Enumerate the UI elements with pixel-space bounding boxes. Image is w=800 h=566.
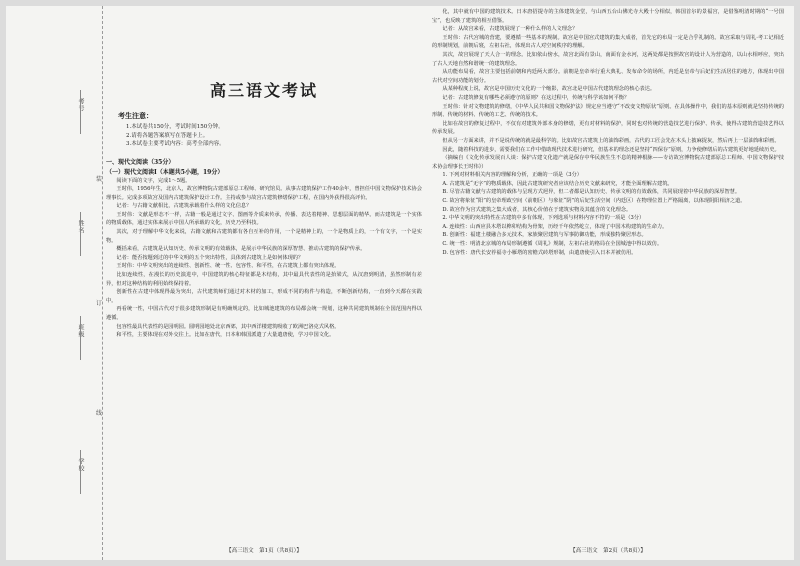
paragraph: 化，其中就有中国的建筑技术。日本唐招提寺的主体建筑金堂，与山西五台山佛光寺大殿十分相似，韩国首尔的景福宫，是借鉴明清时期的“一号国宝”，也反映了建筑的相互借鉴。 — [432, 9, 784, 24]
paragraph: 王时伟：文献是形态不一样，古籍一般是通过文字、图画等介质来传承，传播、表达着精神、思想层面的精华。而古建筑是一个实体的物质载体，通过实体来展示中国人所承载的文化，历史乃至科技。 — [106, 211, 422, 227]
paragraph: 王时伟：针对文物建筑的修缮，《中华人民共和国文物保护法》规定应当遵守“不改变文物原状”原则。在具体操作中，我们的基本原则就是坚持传统的形制、传统的材料、传统的工艺、传统的技术。 — [432, 103, 784, 119]
paragraph: 阅读下面的文字，完成1～5题。 — [116, 177, 191, 184]
exam-number-field[interactable] — [68, 90, 81, 134]
section-heading: 一、现代文阅读（35分） — [106, 158, 175, 166]
question-2-option-b: B. 创新性：福建土楼融合多元技术，家族聚居建筑与军事防御功能，形成独特聚居形态。 — [442, 232, 647, 239]
binding-mark-zhuang: 装 — [96, 176, 103, 183]
question-1-option-d: D. 故宫作为宫式建筑之集大成者，其核心价值在于建筑实物及其蕴含的文化理念。 — [442, 206, 632, 213]
paragraph: 王时伟：古代宫城的营建，要遵循一些基本的规制。故宫是中国宫式建筑的集大成者，首先它的布局一定是合乎礼制的。故宫采取与周礼·考工记相近的形制规划，前朝后寝，左祖右社，体现出古人对空间秩序的理解。 — [432, 34, 784, 50]
binding-label-name: 姓名 — [77, 220, 84, 234]
paragraph: 但从另一方面来讲，并不是说传统的就是最科学的。比如故宫古建筑上的油饰彩画，古代的工匠会先在木头上披麻捉灰，然后再上一层油饰和彩画。 — [442, 137, 780, 144]
notice-item: 3.本试卷主要考试内容：高考全部内容。 — [126, 141, 225, 147]
notice-item: 2.请将各题答案填写在答题卡上。 — [126, 132, 209, 139]
paragraph: 再看统一性，中国古代对于很多建筑形制是有明确规定的，比如城池建筑的布局都会统一规划，这种共同建筑规制在全国范围内得以遵循。 — [106, 306, 422, 321]
page-footer: 【高三语文 第1页（共8页）】 — [226, 548, 302, 554]
paragraph: 包容性最具代表性的是园明园。圆明园地处北京西郊，其中西洋楼建筑吸收了欧洲巴洛克式风格。 — [116, 323, 340, 330]
paragraph: 概括来看，古建筑是认知历史、传承文明的有效载体，是展示中华民族的深厚智慧、推动古建筑的保护传承。 — [116, 246, 366, 253]
paragraph: 王时伟，1956年生，北京人，故宫博物院古建部原总工程师、研究馆员。从事古建筑保护工作40余年，曾担任中国文物保护技术协会理事长。完成多项故宫及国内古建筑保护设计工作。主持或参与故宫古建筑修缮保护工程，在国内外获得很高评价。 — [106, 186, 422, 201]
paragraph: 其次，对于理解中华文化来说，古籍文献和古建筑都有各自互补的作用，一个是精神上的，一个是物质上的，一个有文字，一个是实物。 — [106, 229, 422, 244]
question-1-option-c: C. 故宫将象征“阳”的皇帝理政空间（前朝区）与象征“阴”的后妃生活空间（内廷区）在物理位置上严格隔离，以体现阴阳相济之道。 — [442, 198, 746, 205]
paragraph: 从功能布局看，故宫主要包括前朝和内廷两大部分。前朝是皇帝举行重大典礼、发布命令的场所，内廷是皇帝与后妃们生活居住的地方，体现出中国古代对空间功能的划分。 — [432, 69, 784, 84]
paragraph: 因此，随着科技的进步，需要我们在工作中借助现代技术进行研究，但基本的理念还是坚持“四保存”原则，力争使修缮后的古建筑更好地延续历史。 — [442, 146, 780, 153]
page-footer: 【高三语文 第2页（共8页）】 — [570, 548, 646, 554]
paragraph: 记者：古建筑修复有哪些必须遵守的原则？在这过程中，传统与科学该如何平衡？ — [442, 94, 630, 101]
binding-label-school: 学校 — [77, 458, 84, 472]
paragraph: 记者：与古籍文献相比，古建筑承载着什么样的文化信息？ — [116, 203, 252, 210]
paragraph: 比如在故宫的修复过程中，不仅有对建筑外部本身的修缮，更有对材料的保护，同时也对传统的营造技艺进行保护、传承，使得古建筑营造技艺得以传承发展。 — [432, 120, 784, 136]
binding-margin — [6, 6, 103, 560]
paragraph: 从某种程度上说，故宫是中国历史文化的一个缩影，故宫北是中国古代建筑理念的核心表达。 — [442, 86, 656, 93]
question-1-option-a: A. 古建筑是“无字”的物质载体，因此古建筑研究者应该结合历史文献来研究，才能全面理解古建筑。 — [442, 180, 673, 187]
binding-label-exam-number: 考号 — [77, 98, 84, 112]
question-2-stem: 2. 中华文明的突出特性在古建筑中多有体现，下列选项与材料内容不符的一项是（3分） — [442, 215, 645, 222]
paragraph: 其次，故宫展现了天人合一的理念。比如依山傍水，故宫北面有景山，南面有金水河，这两处都是按照故宫的设计人为营造的，以山水相呼应，突出了古人天地自然和谐统一的建筑理念。 — [432, 51, 784, 67]
binding-mark-xian: 线 — [96, 410, 103, 417]
binding-mark-ding: 订 — [96, 300, 103, 307]
paragraph: 王时伟：中华文明突出的连续性、创新性、统一性、包容性、和平性，在古建筑上都有突出体现。 — [116, 263, 340, 270]
question-1-option-b: B. 尽管古籍文献与古建筑的载体与呈现方式迥异，但二者都是认知历史、传承文明的有效载体，共同展现着中华民族的深厚智慧。 — [442, 189, 741, 196]
exam-sheet — [6, 6, 794, 560]
paragraph: 比如连续性，在漫长的历史演进中，中国建筑的核心特征都是木结构，其中最具代表性的是抬梁式，从汉唐到明清，虽然形制有差异，但对这种结构的利用始终保持着。 — [106, 272, 422, 287]
question-1-stem: 1. 下列对材料相关内容的理解和分析，正确的一项是（3分） — [442, 172, 582, 179]
question-2-option-d: D. 包容性：唐代长安荐福寺小雁塔的密檐式砖塔形制，由遣唐使引入日本并被仿用。 — [442, 249, 637, 256]
paragraph: 记者：能否按题到过的中华文明的五个突出特性，具体到古建筑上是如何体现的？ — [116, 254, 304, 261]
notice-item: 1.本试卷共150分，考试时间150分钟。 — [126, 124, 224, 130]
school-field[interactable] — [68, 450, 81, 494]
question-2-option-a: A. 连续性：山西应县木塔以榫卯结构为骨架，历经千年依然屹立，体现了中国木构建筑的生命力。 — [442, 223, 668, 230]
exam-title: 高三语文考试 — [209, 81, 318, 100]
name-field[interactable] — [68, 212, 81, 256]
binding-label-class: 班级 — [77, 324, 84, 338]
page-1 — [106, 6, 422, 560]
paragraph: 记者：从故宫来看，古建筑展现了一种什么样的人文理念？ — [442, 26, 578, 33]
source-citation: （摘编自《文化传承发展百人谈：保护古建文化遗产就是保存中华民族生生不息的精神根脉——专访故宫博物院古建部原总工程师、中国文物保护技术协会理事长王时伟》） — [432, 155, 784, 170]
paragraph: 和平性，主要体现在对外交往上。比如在唐代，日本和韩国派遣了大量遣唐使，学习中国文化。 — [116, 332, 335, 339]
subsection-heading: （一）现代文阅读Ⅰ（本题共5小题，19分） — [106, 168, 224, 176]
notice-heading: 考生注意： — [118, 111, 153, 120]
paragraph: 创新性在古建中体现得最为突出，古代建筑师们通过对木材的加工，形成不同的构件与构造，不断创新结构，一直到今天都在实践中。 — [106, 289, 422, 304]
question-2-option-c: C. 统一性：明清北京城的布局形制遵循《周礼》规制，左祖右社的格局在全国城池中得以效仿。 — [442, 241, 663, 248]
class-field[interactable] — [68, 316, 81, 360]
page-2 — [432, 6, 784, 560]
